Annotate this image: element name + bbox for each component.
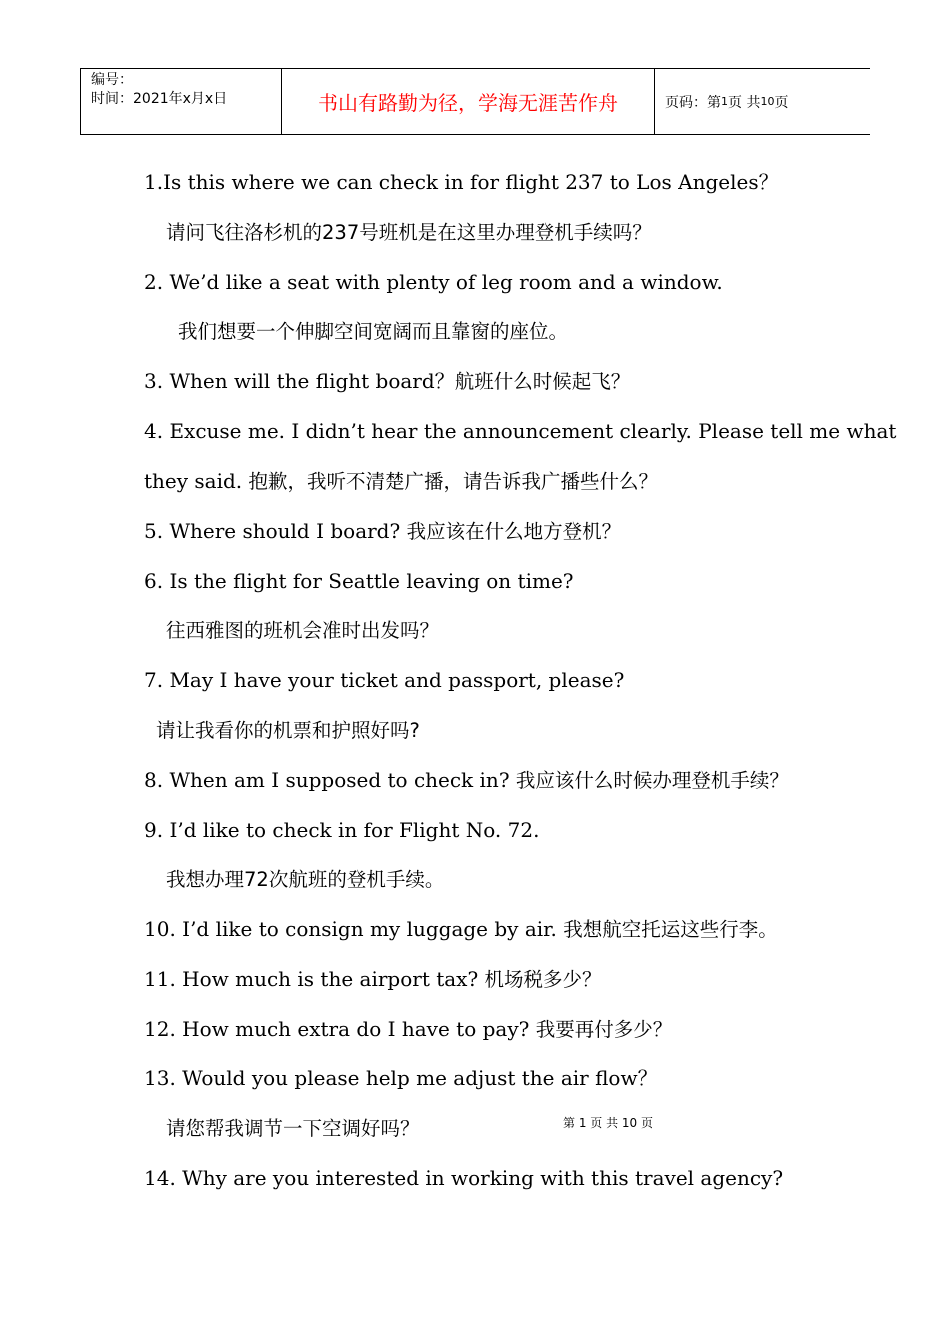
text-line: 3. When will the flight board？航班什么时候起飞？ [144, 369, 631, 393]
text-line: 13. Would you please help me adjust the air flow？ [144, 1066, 658, 1090]
motto: 书山有路勤为径，学海无涯苦作舟 [318, 91, 618, 115]
text-line: 7. May I have your ticket and passport, please? [144, 668, 625, 692]
header-meta-cell [81, 69, 282, 134]
time-label: 时间：2021年x月x日 [91, 91, 228, 107]
text-line: they said. 抱歉，我听不清楚广播，请告诉我广播些什么？ [144, 469, 659, 493]
text-line: 11. How much is the airport tax? 机场税多少？ [144, 967, 602, 991]
page-total: 10 [760, 95, 775, 108]
text-line: 我们想要一个伸脚空间宽阔而且靠窗的座位。 [178, 320, 569, 343]
text-line: 我想办理72次航班的登机手续。 [166, 868, 445, 891]
header-motto-cell [282, 69, 655, 134]
text-line: 往西雅图的班机会准时出发吗？ [166, 619, 440, 642]
text-line: 12. How much extra do I have to pay? 我要再付多少？ [144, 1017, 673, 1041]
number-label: 编号： [91, 72, 133, 88]
header-page-cell [655, 69, 871, 134]
page-footer: 第 1 页 共 10 页 [563, 1116, 653, 1130]
text-line: 2. We’d like a seat with plenty of leg room and a window. [144, 270, 723, 294]
text-line: 14. Why are you interested in working with this travel agency? [144, 1166, 784, 1190]
text-line: 8. When am I supposed to check in? 我应该什么时候办理登机手续？ [144, 768, 789, 792]
text-line: 10. I’d like to consign my luggage by air. 我想航空托运这些行李。 [144, 917, 778, 941]
text-line: 请您帮我调节一下空调好吗？ [166, 1117, 420, 1140]
document-header [80, 68, 870, 135]
text-line: 6. Is the flight for Seattle leaving on time? [144, 569, 574, 593]
text-line: 5. Where should I board? 我应该在什么地方登机？ [144, 519, 622, 543]
text-line: 1.Is this where we can check in for flight 237 to Los Angeles？ [144, 170, 779, 194]
page-current: 1 [721, 95, 728, 108]
text-line: 9. I’d like to check in for Flight No. 72. [144, 818, 540, 842]
text-line: 请问飞往洛杉机的237号班机是在这里办理登机手续吗？ [166, 221, 652, 244]
page-prefix: 页码：第 [665, 94, 721, 111]
page-mid: 页 共 [728, 94, 761, 111]
page-suffix: 页 [774, 94, 789, 111]
text-line: 请让我看你的机票和护照好吗? [156, 719, 420, 742]
text-line: 4. Excuse me. I didn’t hear the announcement clearly. Please tell me what [144, 419, 897, 443]
